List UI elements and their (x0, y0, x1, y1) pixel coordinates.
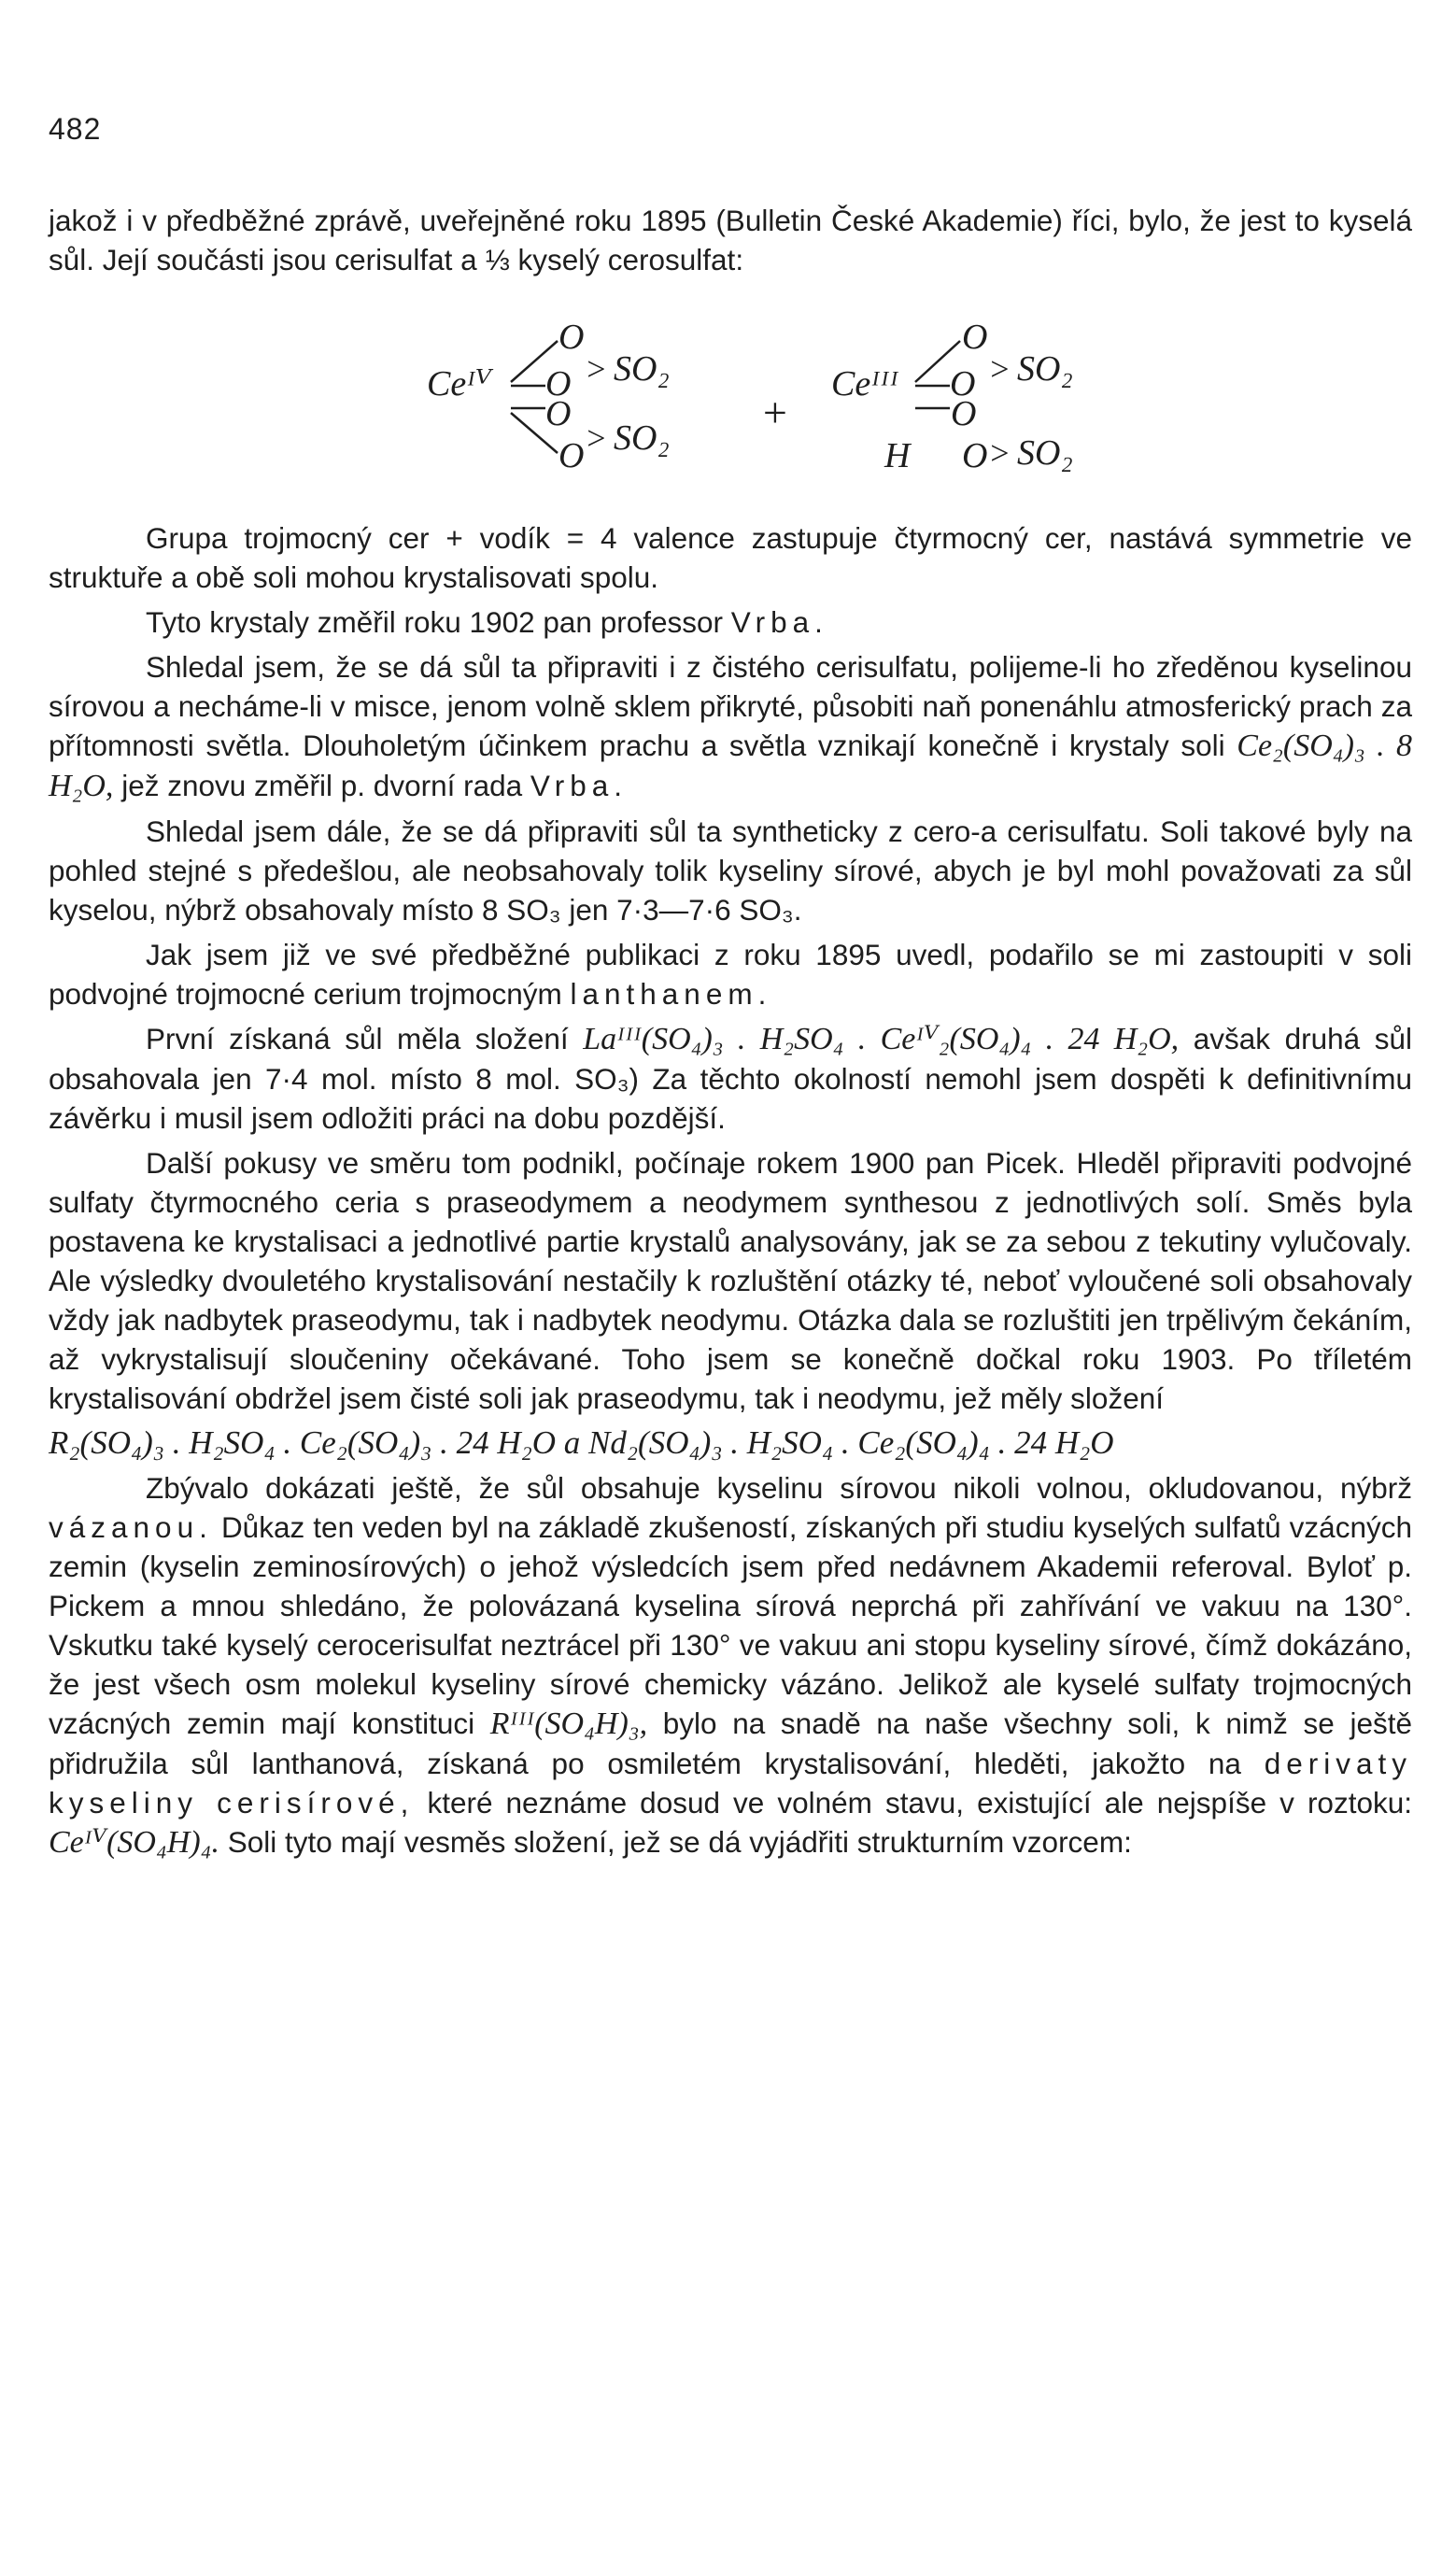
formula-r-so4h: Rᴵᴵᴵ(SO₄H)₃, (489, 1706, 648, 1741)
plus-sign: + (760, 389, 790, 436)
oxygen: O (951, 394, 977, 433)
so2-group: SO₂ (1017, 349, 1073, 389)
body-text (49, 201, 1412, 1868)
paragraph-5: Shledal jsem dále, že se dá připraviti sůl ta syntheticky z cero-a cerisulfatu. Soli takové byly na pohled stejné s předešlou, ale neobsahovaly tolik kyseliny sírové, abych je byl mohl považovati za sůl kyselou, nýbrž obsahovaly místo 8 SO₃ jen 7·3—7·6 SO₃. (49, 814, 1412, 927)
paragraph-9-text-5: Soli tyto mají vesměs složení, jež se dá vyjádřiti strukturním vzorcem: (227, 1825, 1132, 1859)
so2-group: SO₂ (614, 418, 670, 458)
hydrogen: H (884, 436, 911, 475)
paragraph-3-text: Tyto krystaly změřil roku 1902 pan professor (146, 605, 724, 639)
paragraph-7-text-2: avšak druhá sůl obsahovala jen 7·4 mol. místo 8 mol. SO₃) Za těchto okolností nemohl jsem dospěti k definitivnímu závěrku i musil jsem odložiti práci na dobu pozdější. (49, 1022, 1412, 1135)
oxygen: O (558, 318, 585, 357)
formula-ce2so43: Ce₂(SO₄)₃ . 8 H₂O, (49, 729, 1412, 803)
formula-line: R₂(SO₄)₃ . H₂SO₄ . Ce₂(SO₄)₃ . 24 H₂O a Nd₂(SO₄)₃ . H₂SO₄ . Ce₂(SO₄)₄ . 24 H₂O (49, 1424, 1114, 1461)
name-vrba-2: Vrba. (530, 769, 629, 802)
paragraph-6 (49, 935, 1412, 1013)
paragraph-1: jakož i v předběžné zprávě, uveřejněné roku 1895 (Bulletin České Akademie) říci, bylo, že jest to kyselá sůl. Její součásti jsou cerisulfat a ⅓ kyselý cerosulfat: (49, 204, 1412, 276)
paragraph-7-text: První získaná sůl měla složení (146, 1022, 569, 1055)
so2-group: SO₂ (614, 349, 670, 389)
word-lanthanem: lanthanem. (570, 977, 772, 1011)
gt-sign: > (988, 434, 1011, 472)
oxygen: O (545, 394, 572, 433)
oxygen: O (962, 436, 988, 475)
paragraph-6-text: Jak jsem již ve své předběžné publikaci z roku 1895 uvedl, podařilo se mi zastoupiti v soli podvojné trojmocné cerium trojmocným (49, 938, 1412, 1011)
gt-sign: > (988, 350, 1011, 388)
word-vazanou: vázanou. (49, 1510, 213, 1544)
structural-formula (49, 285, 1412, 518)
paragraph-3 (49, 602, 1412, 642)
ce-iii-atom: Ceᴵᴵᴵ (831, 364, 898, 404)
paragraph-9-text: Zbývalo dokázati ještě, že sůl obsahuje kyselinu sírovou nikoli volnou, okludovanou, nýbrž (146, 1471, 1412, 1505)
oxygen: O (545, 364, 572, 404)
paragraph-2: Grupa trojmocný cer + vodík = 4 valence zastupuje čtyrmocný cer, nastává symmetrie ve struktuře a obě soli mohou krystalisovati spolu. (49, 521, 1412, 594)
so2-group: SO₂ (1017, 433, 1073, 473)
oxygen: O (962, 318, 988, 357)
paragraph-8: Další pokusy ve směru tom podnikl, počínaje rokem 1900 pan Picek. Hleděl připraviti podvojné sulfaty čtyrmocného ceria s praseodymem a neodymem synthesou z jednotlivých solí. Směs byla postavena ke krystalisaci a jednotlivé partie krystalů analysovány, jak se za sebou z tekutiny vylučovaly. Ale výsledky dvouletého krystalisování nestačily k rozluštění otázky té, neboť vyloučené soli obsahovaly vždy jak nadbytek praseodymu, tak i nadbytek neodymu. Otázka dala se rozluštiti jen trpělivým čekáním, až vykrystalisují sloučeniny očekávané. Toho jsem se konečně dočkal roku 1903. Po tříletém krystalisování obdržel jsem čisté soli jak praseodymu, tak i neodymu, jež měly složení (49, 1146, 1412, 1415)
paragraph-4-text-2: jež znovu změřil p. dvorní rada (121, 769, 523, 802)
paragraph-9-text-4: které neznáme dosud ve volném stavu, existující ale nejspíše v roztoku: (427, 1786, 1412, 1820)
gt-sign: > (585, 419, 608, 457)
paragraph-9-text-2: Důkaz ten veden byl na základě zkušeností, získaných při studiu kyselých sulfatů vzácných zemin (kyselin zeminosírových) o jehož výsledcích jsem před nedávnem Akademii referoval. Byloť p. Pickem a mnou shledáno, že polovázaná kyselina sírová neprchá při zahřívání ve vakuu na 130°. Vskutku také kyselý cerocerisulfat neztrácel při 130° ve vakuu ani stopu kyseliny sírové, čímž dokázáno, že jest všech osm molekul kyseliny sírové chemicky vázáno. Jelikož ale kyselé sulfaty trojmocných vzácných zemin mají konstituci (49, 1510, 1412, 1740)
oxygen: O (558, 436, 585, 475)
page-number: 482 (49, 112, 102, 146)
name-vrba: Vrba. (730, 605, 828, 639)
paragraph-9-text-3: bylo na snadě na naše všechny soli, k nimž se ještě přidružila sůl lanthanová, získaná po osmiletém krystalisování, hleděti, jakožto na (49, 1706, 1412, 1780)
formula-la-ce: Laᴵᴵᴵ(SO₄)₃ . H₂SO₄ . Ceᴵⱽ₂(SO₄)₄ . 24 H₂O, (583, 1022, 1180, 1056)
structural-formula-svg (49, 285, 1412, 518)
phrase-derivaty: derivaty kyseliny cerisírové, (49, 1747, 1412, 1820)
paragraph-4-text: Shledal jsem, že se dá sůl ta připraviti i z čistého cerisulfatu, polijeme-li ho zředěnou kyselinou sírovou a necháme-li v misce, jenom volně sklem přikryté, působiti naň ponenáhlu atmosferický prach za přítomnosti světla. Dlouholetým účinkem prachu a světla vznikají konečně i krystaly soli (49, 650, 1412, 762)
paragraph-4 (49, 647, 1412, 806)
paragraph-9 (49, 1468, 1412, 1862)
gt-sign: > (585, 350, 608, 388)
oxygen: O (950, 364, 976, 404)
ce-iv-atom: Ceᴵⱽ (427, 364, 492, 404)
paragraph-7 (49, 1019, 1412, 1138)
formula-ce-so4h: Ceᴵⱽ(SO₄H)₄. (49, 1825, 219, 1860)
